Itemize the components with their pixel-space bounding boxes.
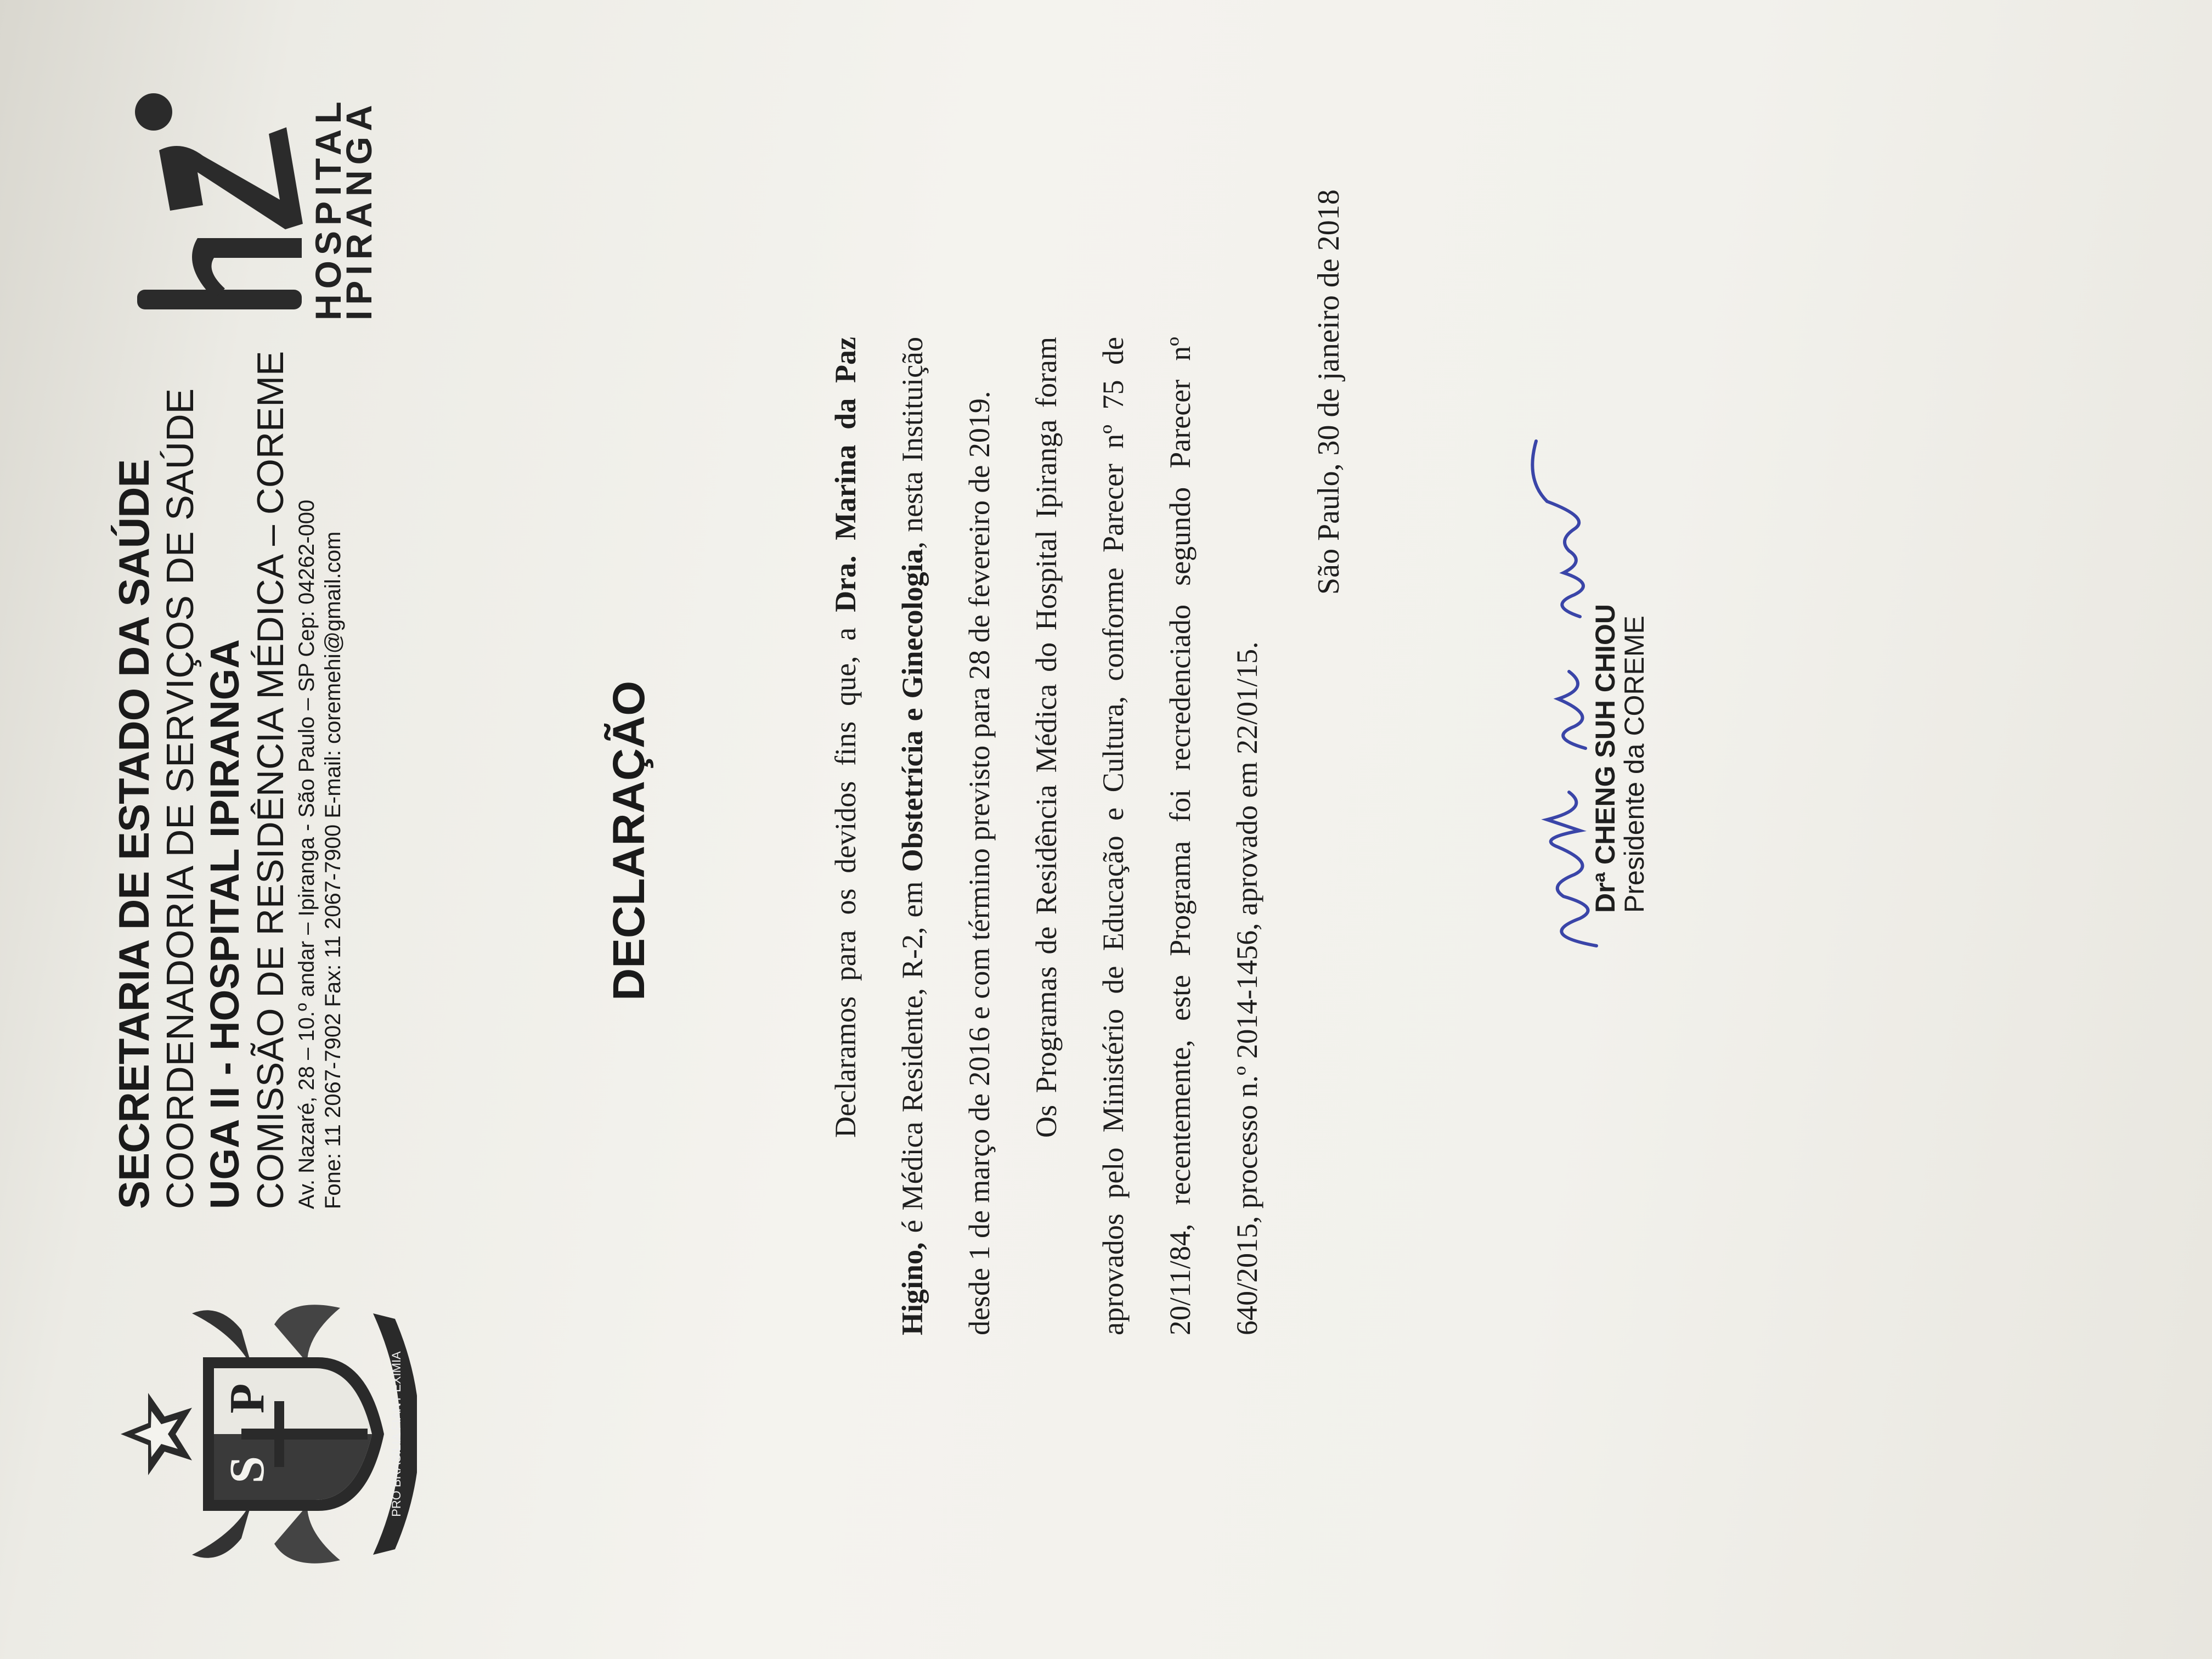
header-line-3: UGA II - HOSPITAL IPIRANGA [202,639,247,1209]
header-line-1: SECRETARIA DE ESTADO DA SAÚDE [110,459,158,1209]
resident-name: Dra. Marina da Paz Higino, [829,336,929,1335]
hospital-logo-line-2: IPIRANGA [338,99,380,320]
paragraph-1-text-b: é Médica Residente, R-2, em [896,872,929,1243]
signatory-name: Drª CHENG SUH CHIOU [1590,604,1621,913]
letterhead [110,351,348,1209]
header-line-4: COMISSÃO DE RESIDÊNCIA MÉDICA – COREME [250,351,291,1209]
header-contact: Fone: 11 2067-7902 Fax: 11 2067-7900 E-mail: coremehi@gmail.com [321,531,345,1209]
place-and-date: São Paulo, 30 de janeiro de 2018 [1312,189,1346,595]
sao-paulo-state-crest [110,1291,417,1577]
paragraph-1 [812,337,1013,1335]
specialty: Obstetrícia e Ginecologia [896,549,929,872]
paragraph-1-text-a: Declaramos para os devidos fins que, a [829,612,862,1138]
document-body [812,337,1280,1335]
crest-letter-p: P [220,1383,274,1414]
paragraph-1-text-c: , nesta Instituição desde 1 de março de 2016 e com término previsto para 28 de fevereiro de 2019. [896,336,996,1335]
crest-letter-s: S [220,1455,274,1484]
hospital-logo-text [308,96,380,320]
header-line-2: COORDENADORIA DE SERVIÇOS DE SAÚDE [159,388,201,1209]
signature-block [1591,604,1649,913]
signatory-role: Presidente da COREME [1618,616,1650,913]
crest-motto: PRO BRASILIA FIANT EXIMIA [390,1351,403,1517]
document-title: DECLARAÇÃO [604,680,654,1001]
hospital-logo-line-1: HOSPITAL [308,96,348,320]
header-address: Av. Nazaré, 28 – 10.º andar – Ipiranga - São Paulo – SP Cep: 04262-000 [295,499,319,1209]
paragraph-2: Os Programas de Residência Médica do Hospital Ipiranga foram aprovados pelo Ministério de Educação e Cultura, conforme Parecer nº 75 de 20/11/84, recentemente, este Programa foi recredenciado segundo Parecer nº 640/2015, processo n.º 2014-1456, aprovado em 22/01/15. [1030,337,1263,1335]
